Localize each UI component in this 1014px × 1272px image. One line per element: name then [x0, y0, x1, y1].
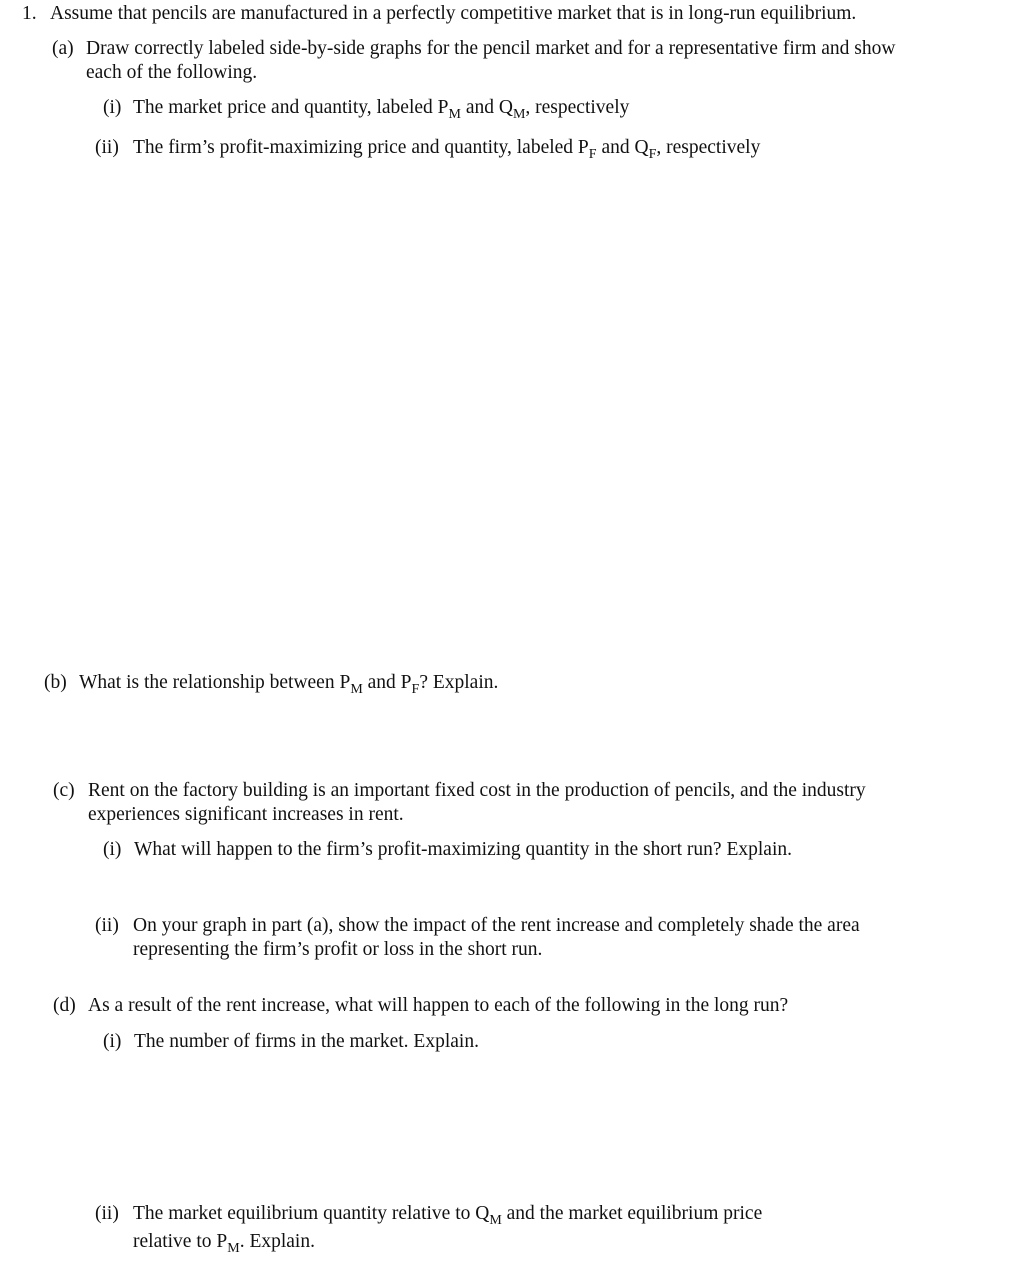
part-a-ii-label: (ii): [95, 137, 119, 158]
part-a-i-text: The market price and quantity, labeled $P_M$ and $Q_M$, respectively: [133, 97, 630, 122]
part-c-ii-label: (ii): [95, 915, 119, 936]
part-d-label: (d): [53, 995, 76, 1016]
part-a-line-1: Draw correctly labeled side-by-side graphs for the pencil market and for a representative firm and show: [86, 38, 896, 59]
part-d-ii-label: (ii): [95, 1203, 119, 1224]
part-a-line-2: each of the following.: [86, 62, 258, 83]
part-c-i-label: (i): [103, 839, 122, 860]
part-a-i-label: (i): [103, 97, 122, 118]
part-d-text: As a result of the rent increase, what will happen to each of the following in the long run?: [88, 995, 789, 1016]
part-c-ii-line-1: On your graph in part (a), show the impact of the rent increase and completely shade the area: [133, 915, 860, 936]
part-a-label: (a): [52, 38, 74, 59]
question-number: 1.: [22, 3, 37, 24]
question-stem: Assume that pencils are manufactured in a perfectly competitive market that is in long-run equilibrium.: [50, 3, 857, 24]
part-c-line-2: experiences significant increases in rent.: [88, 804, 404, 825]
part-a-ii-text: The firm’s profit-maximizing price and quantity, labeled $P_F$ and $Q_F$, respectively: [133, 137, 761, 162]
part-b-text: What is the relationship between $P_M$ and $P_F$? Explain.: [79, 672, 499, 697]
part-c-i-text: What will happen to the firm’s profit-maximizing quantity in the short run? Explain.: [134, 839, 792, 860]
part-d-i-text: The number of firms in the market. Explain.: [134, 1031, 479, 1052]
part-c-label: (c): [53, 780, 75, 801]
part-c-line-1: Rent on the factory building is an important fixed cost in the production of pencils, and the industry: [88, 780, 866, 801]
part-c-ii-line-2: representing the firm’s profit or loss in the short run.: [133, 939, 543, 960]
part-d-ii-line-2: relative to $P_M$. Explain.: [133, 1231, 315, 1256]
part-d-i-label: (i): [103, 1031, 122, 1052]
part-d-ii-line-1: The market equilibrium quantity relative to $Q_M$ and the market equilibrium price: [133, 1203, 763, 1228]
part-b-label: (b): [44, 672, 67, 693]
